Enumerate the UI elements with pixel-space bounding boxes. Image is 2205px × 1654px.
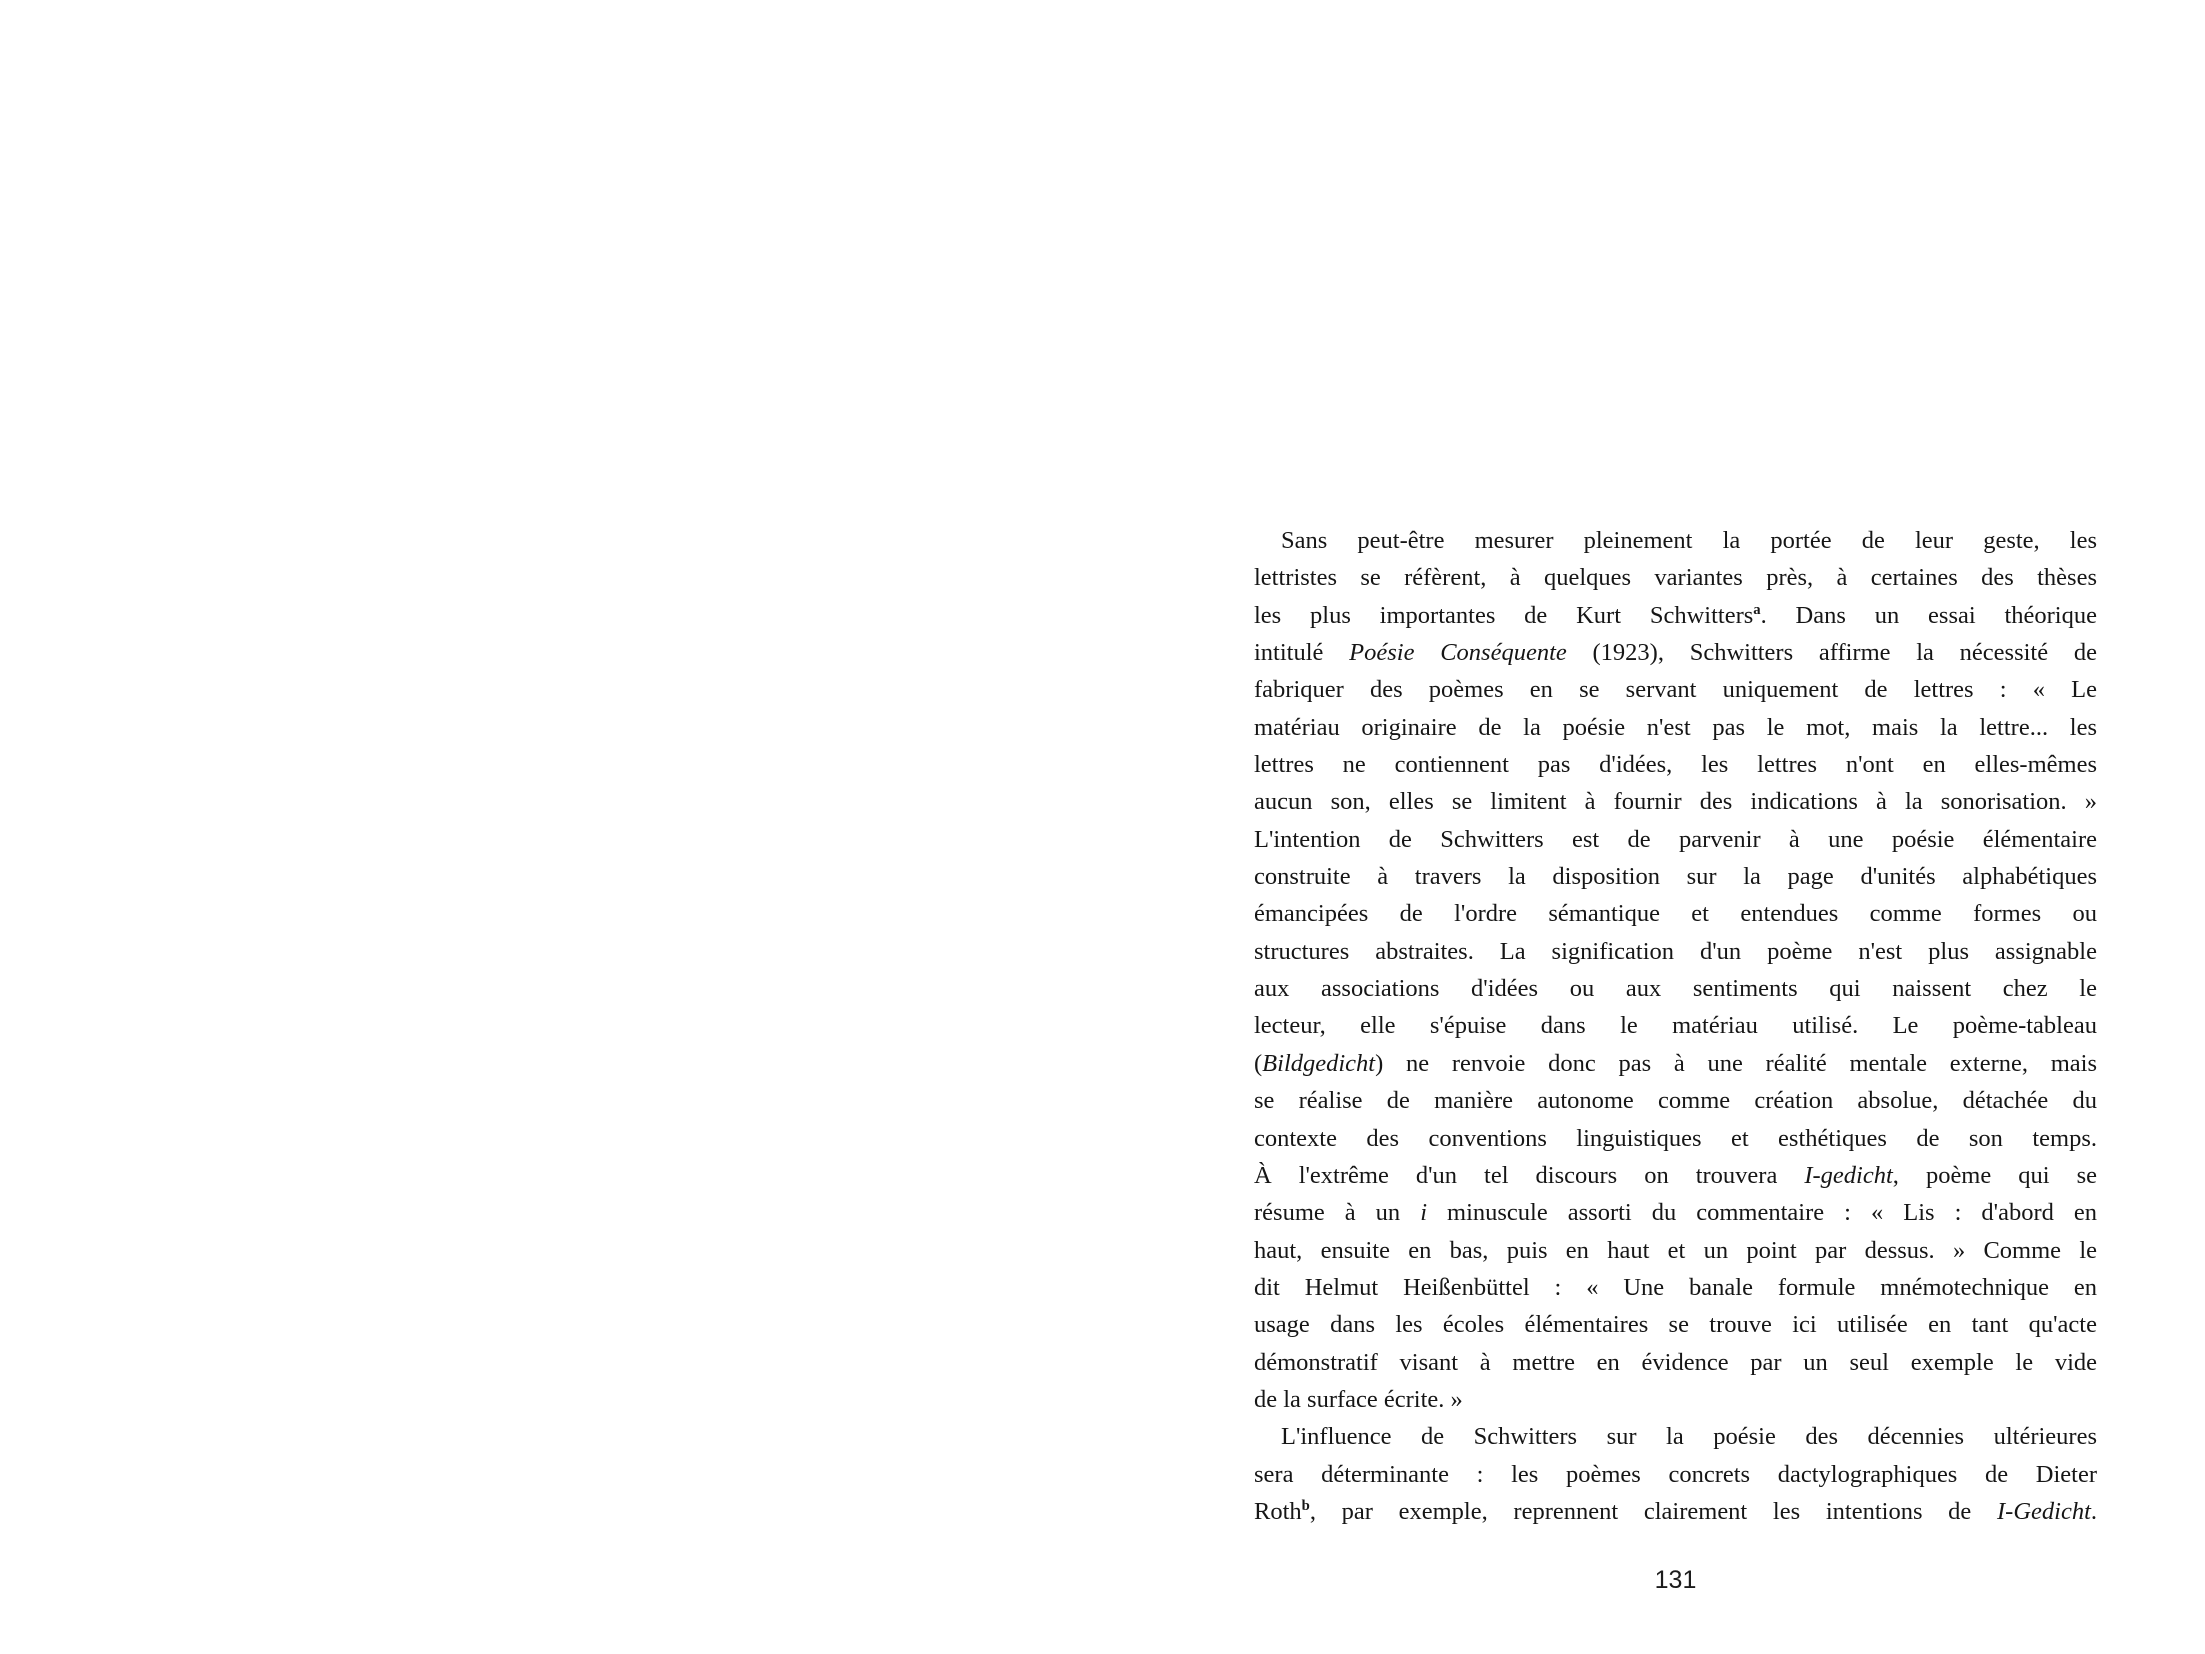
page-number: 131	[1654, 1566, 1697, 1594]
text-line	[1254, 597, 2097, 634]
footnote-marker: a	[1753, 601, 1761, 618]
text-segment: les plus importantes de Kurt Schwitters	[1254, 601, 1754, 629]
text-line	[1254, 634, 2097, 671]
text-segment: haut, ensuite en bas, puis en haut et un point par dessus. » Comme le	[1254, 1236, 2097, 1264]
text-segment: usage dans les écoles élémentaires se trouve ici utilisée en tant qu'acte	[1254, 1311, 2097, 1339]
text-line	[1254, 1232, 2097, 1269]
text-segment: lettres ne contiennent pas d'idées, les lettres n'ont en elles-mêmes	[1254, 751, 2097, 779]
footnote-marker: b	[1301, 1497, 1310, 1514]
text-segment: (	[1254, 1049, 1263, 1077]
text-segment: I-Gedicht	[1997, 1497, 2091, 1525]
text-line	[1254, 1456, 2097, 1493]
text-segment: Bildgedicht	[1262, 1049, 1376, 1077]
text-segment: aux associations d'idées ou aux sentiments qui naissent chez le	[1254, 975, 2097, 1003]
text-segment: Sans peut-être mesurer pleinement la portée de leur geste, les	[1281, 527, 2097, 554]
text-segment: . Dans un essai théorique	[1760, 601, 2097, 629]
text-line	[1254, 1045, 2097, 1082]
text-segment: contexte des conventions linguistiques et esthétiques de son temps.	[1254, 1124, 2097, 1152]
text-segment: I-gedicht	[1804, 1161, 1893, 1189]
text-block	[1254, 522, 2097, 1530]
text-line	[1254, 1157, 2097, 1194]
text-segment: dit Helmut Heißenbüttel : « Une banale formule mnémotechnique en	[1254, 1273, 2097, 1301]
text-segment: L'influence de Schwitters sur la poésie des décennies ultérieures	[1281, 1423, 2097, 1451]
text-segment: construite à travers la disposition sur la page d'unités alphabétiques	[1254, 863, 2097, 891]
text-line	[1254, 1194, 2097, 1231]
text-segment: se réalise de manière autonome comme création absolue, détachée du	[1254, 1087, 2097, 1115]
text-segment: de la surface écrite. »	[1254, 1385, 1463, 1413]
text-line	[1254, 1381, 2097, 1418]
text-segment: aucun son, elles se limitent à fournir des indications à la sonorisation. »	[1254, 788, 2097, 816]
text-line	[1254, 1082, 2097, 1119]
text-segment: lettristes se réfèrent, à quelques variantes près, à certaines des thèses	[1254, 564, 2097, 592]
paragraph	[1254, 1418, 2097, 1530]
text-line	[1254, 970, 2097, 1007]
text-segment: , poème qui se	[1892, 1161, 2097, 1189]
text-segment: (1923), Schwitters affirme la nécessité de	[1566, 639, 2097, 667]
text-segment: i	[1420, 1199, 1427, 1227]
text-segment: ) ne renvoie donc pas à une réalité mentale externe, mais	[1375, 1049, 2097, 1077]
text-segment: sera déterminante : les poèmes concrets dactylographiques de Dieter	[1254, 1460, 2097, 1488]
text-line	[1254, 522, 2097, 559]
text-segment: démonstratif visant à mettre en évidence par un seul exemple le vide	[1254, 1348, 2097, 1376]
text-line	[1254, 1418, 2097, 1455]
text-line	[1254, 709, 2097, 746]
text-segment: lecteur, elle s'épuise dans le matériau utilisé. Le poème-tableau	[1254, 1012, 2097, 1040]
text-segment: résume à un	[1254, 1199, 1421, 1227]
paragraph	[1254, 522, 2097, 1418]
text-segment: L'intention de Schwitters est de parvenir à une poésie élémentaire	[1254, 825, 2097, 853]
text-segment: À l'extrême d'un tel discours on trouvera	[1254, 1161, 1805, 1189]
text-line	[1254, 933, 2097, 970]
text-line	[1254, 1344, 2097, 1381]
text-segment: intitulé	[1254, 639, 1350, 667]
text-segment: émancipées de l'ordre sémantique et entendues comme formes ou	[1254, 900, 2097, 928]
text-line	[1254, 1269, 2097, 1306]
text-line	[1254, 1007, 2097, 1044]
text-segment: Poésie Conséquente	[1349, 639, 1567, 667]
text-line	[1254, 895, 2097, 932]
text-line	[1254, 821, 2097, 858]
text-segment: .	[2090, 1497, 2097, 1525]
text-line	[1254, 671, 2097, 708]
text-segment: Roth	[1254, 1497, 1302, 1525]
text-segment: fabriquer des poèmes en se servant uniquement de lettres : « Le	[1254, 676, 2097, 704]
text-segment: , par exemple, reprennent clairement les intentions de	[1309, 1497, 1997, 1525]
text-line	[1254, 1493, 2097, 1530]
text-line	[1254, 1120, 2097, 1157]
text-line	[1254, 783, 2097, 820]
text-segment: minuscule assorti du commentaire : « Lis : d'abord en	[1427, 1199, 2097, 1227]
text-line	[1254, 746, 2097, 783]
text-segment: structures abstraites. La signification d'un poème n'est plus assignable	[1254, 937, 2097, 965]
text-segment: matériau originaire de la poésie n'est pas le mot, mais la lettre... les	[1254, 713, 2097, 741]
text-line	[1254, 1306, 2097, 1343]
text-line	[1254, 858, 2097, 895]
text-line	[1254, 559, 2097, 596]
